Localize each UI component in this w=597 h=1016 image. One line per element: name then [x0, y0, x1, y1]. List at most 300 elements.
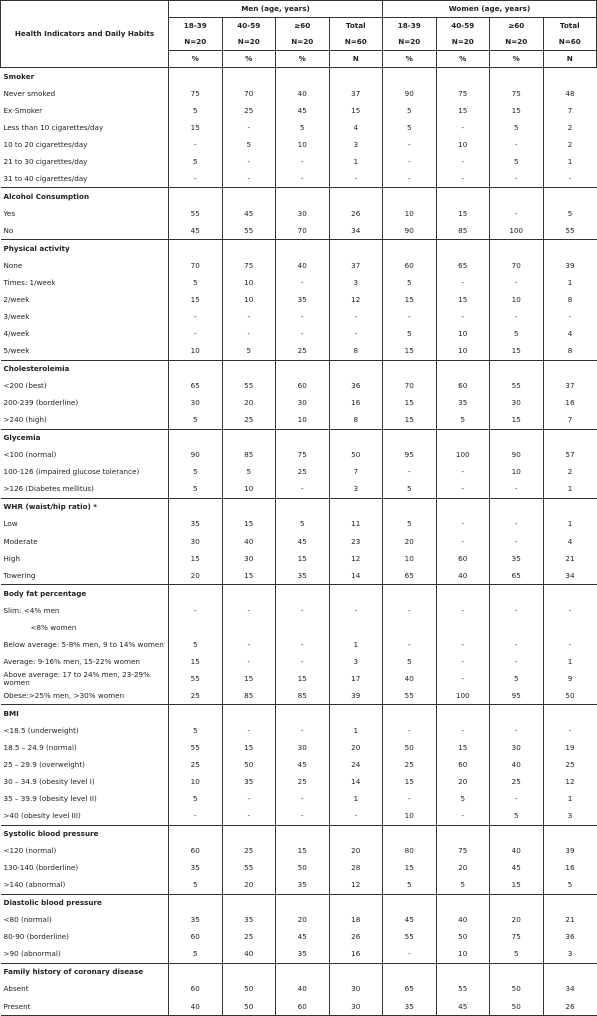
n-label: N=20 [237, 37, 260, 46]
table-row [1, 464, 597, 481]
group-title: Diastolic blood pressure [1, 894, 169, 912]
men-value-cell: 14 [329, 774, 383, 791]
row-label: 35 – 39.9 (obesity level II) [3, 794, 97, 804]
women-value-cell: 20 [436, 774, 490, 791]
group-empty-cell [490, 894, 544, 912]
table-row [1, 808, 597, 826]
women-value-cell: - [490, 722, 544, 739]
row-label: Above average: 17 to 24% men, 23-29% women [3, 669, 150, 687]
group-empty-cell [222, 188, 276, 206]
group-empty-cell [490, 705, 544, 723]
table-row [1, 257, 597, 274]
women-value-cell: - [436, 722, 490, 739]
table-row [1, 687, 597, 705]
women-value-cell: - [383, 464, 437, 481]
women-value-cell: 55 [383, 929, 437, 946]
table-row [1, 567, 597, 585]
men-value-cell: 15 [276, 670, 330, 687]
women-value-cell: - [490, 791, 544, 808]
group-empty-cell [329, 498, 383, 516]
men-value-cell: 8 [329, 412, 383, 430]
women-value-cell: 7 [543, 102, 597, 119]
n-label: N=20 [505, 37, 528, 46]
women-value-cell: 5 [490, 119, 544, 136]
women-value-cell: 65 [383, 981, 437, 998]
group-empty-cell [329, 68, 383, 86]
men-value-cell [222, 619, 276, 636]
table-row [1, 602, 597, 619]
group-empty-cell [490, 498, 544, 516]
group-empty-cell [543, 705, 597, 723]
group-empty-cell [276, 498, 330, 516]
women-value-cell: 3 [543, 808, 597, 826]
men-value-cell: 25 [169, 757, 223, 774]
group-empty-cell [329, 705, 383, 723]
group-empty-cell [222, 585, 276, 603]
group-header-row [1, 240, 597, 258]
row-label: Moderate [3, 536, 38, 546]
table-row [1, 791, 597, 808]
women-value-cell: 15 [436, 739, 490, 756]
row-label: 200-239 (borderline) [3, 398, 79, 408]
women-value-cell: 40 [436, 567, 490, 585]
women-value-cell: 8 [543, 291, 597, 308]
table-row [1, 343, 597, 361]
group-empty-cell [543, 68, 597, 86]
women-value-cell: - [383, 309, 437, 326]
women-value-cell: - [490, 481, 544, 499]
table-row [1, 998, 597, 1016]
men-value-cell: 40 [222, 946, 276, 964]
women-value-cell: 5 [436, 791, 490, 808]
men-value-cell: 70 [276, 222, 330, 240]
row-label: Low [3, 519, 18, 529]
row-label: 31 to 40 cigarettes/day [1, 170, 169, 188]
women-value-cell: 5 [383, 102, 437, 119]
women-value-cell: 95 [383, 447, 437, 464]
women-value-cell: 75 [490, 85, 544, 102]
men-age-header [222, 18, 276, 51]
men-value-cell: 40 [276, 257, 330, 274]
men-value-cell: 17 [329, 670, 383, 687]
women-value-cell: 45 [490, 860, 544, 877]
women-value-cell: 20 [490, 912, 544, 929]
men-value-cell: 60 [169, 929, 223, 946]
group-empty-cell [543, 498, 597, 516]
age-label: Total [559, 21, 580, 30]
women-value-cell: 20 [436, 860, 490, 877]
men-value-cell: 10 [169, 343, 223, 361]
women-value-cell: - [383, 153, 437, 170]
row-label: <8% women [30, 622, 77, 632]
women-value-cell: - [383, 791, 437, 808]
women-value-cell: - [436, 533, 490, 550]
men-value-cell: 25 [222, 102, 276, 119]
group-empty-cell [490, 68, 544, 86]
women-value-cell: - [436, 274, 490, 291]
group-empty-cell [383, 894, 437, 912]
women-value-cell: 90 [490, 447, 544, 464]
table-row [1, 929, 597, 946]
women-value-cell: 15 [383, 395, 437, 412]
row-label: >90 (abnormal) [1, 946, 169, 964]
row-label: <200 (best) [3, 381, 47, 391]
men-value-cell: 55 [222, 222, 276, 240]
men-value-cell: - [276, 153, 330, 170]
men-value-cell: 3 [329, 481, 383, 499]
men-value-cell: 45 [276, 757, 330, 774]
group-empty-cell [222, 240, 276, 258]
women-value-cell: 7 [543, 412, 597, 430]
row-label: Slim: <4% men [3, 605, 60, 615]
women-value-cell [543, 619, 597, 636]
women-value-cell: 10 [490, 291, 544, 308]
men-value-cell: 25 [276, 464, 330, 481]
row-label: Times: 1/week [3, 277, 56, 287]
women-value-cell: 35 [490, 550, 544, 567]
group-empty-cell [490, 585, 544, 603]
group-empty-cell [329, 240, 383, 258]
row-label: Absent [3, 984, 29, 994]
group-empty-cell [436, 825, 490, 843]
row-label: Towering [1, 567, 169, 585]
n-label: N=20 [451, 37, 474, 46]
men-value-cell: 70 [169, 257, 223, 274]
group-empty-cell [169, 963, 223, 981]
table-row [1, 722, 597, 739]
men-value-cell: - [329, 602, 383, 619]
women-value-cell: 25 [490, 774, 544, 791]
men-value-cell: - [276, 808, 330, 826]
men-value-cell: 5 [169, 464, 223, 481]
table-body [1, 68, 597, 1016]
women-value-cell: - [383, 722, 437, 739]
women-age-header [490, 18, 544, 51]
table-header [1, 1, 597, 68]
women-value-cell: - [436, 119, 490, 136]
women-value-cell: 5 [383, 481, 437, 499]
table-row [1, 533, 597, 550]
group-empty-cell [276, 188, 330, 206]
women-value-cell: - [383, 136, 437, 153]
men-value-cell: 37 [329, 257, 383, 274]
men-value-cell: 60 [276, 378, 330, 395]
women-value-cell: 40 [383, 670, 437, 687]
women-value-cell: 40 [490, 843, 544, 860]
women-value-cell: - [383, 636, 437, 653]
men-value-cell: - [222, 153, 276, 170]
men-value-cell: 35 [222, 912, 276, 929]
table-row [1, 757, 597, 774]
men-value-cell: - [329, 170, 383, 188]
group-header-row [1, 188, 597, 206]
row-label: Average: 9-16% men, 15-22% women [3, 656, 140, 666]
table-row [1, 843, 597, 860]
men-value-cell: 5 [169, 877, 223, 895]
men-value-cell: 60 [169, 843, 223, 860]
group-empty-cell [276, 240, 330, 258]
group-empty-cell [169, 240, 223, 258]
women-value-cell: 5 [543, 877, 597, 895]
women-value-cell: - [383, 602, 437, 619]
group-empty-cell [222, 705, 276, 723]
group-empty-cell [383, 963, 437, 981]
women-value-cell: 80 [383, 843, 437, 860]
group-title: Family history of coronary disease [1, 963, 169, 981]
men-total-header [329, 18, 383, 51]
men-value-cell: - [222, 636, 276, 653]
group-empty-cell [329, 894, 383, 912]
unit-header: % [490, 51, 544, 68]
table-row [1, 516, 597, 533]
row-label: <18.5 (underweight) [3, 725, 79, 735]
group-empty-cell [169, 894, 223, 912]
age-label: Total [345, 21, 366, 30]
women-value-cell: 75 [436, 85, 490, 102]
women-value-cell: 10 [436, 136, 490, 153]
women-value-cell: - [490, 136, 544, 153]
men-value-cell: 15 [222, 670, 276, 687]
unit-header: % [383, 51, 437, 68]
women-value-cell: 26 [543, 998, 597, 1016]
table-row [1, 170, 597, 188]
group-empty-cell [222, 360, 276, 378]
men-value-cell: - [276, 309, 330, 326]
men-value-cell: 35 [169, 860, 223, 877]
men-value-cell: 8 [329, 343, 383, 361]
men-value-cell: 28 [329, 860, 383, 877]
table-row [1, 877, 597, 895]
men-value-cell: 15 [276, 843, 330, 860]
men-value-cell: 20 [222, 877, 276, 895]
table-row [1, 119, 597, 136]
row-label: 25 – 29.9 (overweight) [3, 760, 85, 770]
group-empty-cell [383, 498, 437, 516]
men-value-cell: 5 [169, 722, 223, 739]
n-label: N=20 [184, 37, 207, 46]
men-value-cell: 39 [329, 687, 383, 705]
women-value-cell: 85 [436, 222, 490, 240]
women-value-cell: 65 [490, 567, 544, 585]
table-row [1, 153, 597, 170]
group-header-row [1, 585, 597, 603]
row-label: 80-90 (borderline) [3, 932, 69, 942]
men-value-cell: 20 [222, 395, 276, 412]
men-value-cell: 90 [169, 447, 223, 464]
men-value-cell: 30 [222, 550, 276, 567]
men-value-cell: 4 [329, 119, 383, 136]
women-value-cell: 8 [543, 343, 597, 361]
group-empty-cell [436, 68, 490, 86]
group-empty-cell [490, 963, 544, 981]
table-row [1, 447, 597, 464]
women-value-cell: 5 [383, 653, 437, 670]
women-value-cell [490, 619, 544, 636]
men-value-cell: 15 [222, 516, 276, 533]
men-value-cell: 20 [276, 912, 330, 929]
row-label: 4/week [3, 329, 30, 339]
group-empty-cell [490, 240, 544, 258]
women-value-cell: 100 [436, 687, 490, 705]
women-value-cell: - [543, 602, 597, 619]
men-value-cell: - [169, 170, 223, 188]
women-value-cell: 34 [543, 981, 597, 998]
women-value-cell: - [490, 636, 544, 653]
men-value-cell: 12 [329, 550, 383, 567]
men-value-cell: 5 [222, 464, 276, 481]
women-value-cell: 50 [436, 929, 490, 946]
men-value-cell: 1 [329, 791, 383, 808]
women-value-cell: 45 [383, 912, 437, 929]
women-value-cell: 15 [383, 343, 437, 361]
men-value-cell: 40 [169, 998, 223, 1016]
men-value-cell: 45 [276, 533, 330, 550]
group-empty-cell [490, 825, 544, 843]
women-value-cell: - [383, 170, 437, 188]
men-age-header [169, 18, 223, 51]
group-empty-cell [169, 360, 223, 378]
men-value-cell: 55 [169, 739, 223, 756]
women-age-header [436, 18, 490, 51]
table-row [1, 309, 597, 326]
men-value-cell: 85 [222, 687, 276, 705]
men-value-cell: 1 [329, 722, 383, 739]
men-value-cell: - [169, 808, 223, 826]
women-value-cell: 15 [490, 102, 544, 119]
women-value-cell: 55 [383, 687, 437, 705]
women-value-cell: 15 [383, 291, 437, 308]
women-value-cell: 30 [490, 395, 544, 412]
women-value-cell: 15 [383, 774, 437, 791]
men-value-cell: 35 [276, 567, 330, 585]
group-empty-cell [276, 429, 330, 447]
age-label: 18-39 [397, 21, 421, 30]
men-value-cell: - [329, 808, 383, 826]
men-value-cell: 50 [276, 860, 330, 877]
group-empty-cell [169, 429, 223, 447]
row-label: 2/week [3, 294, 30, 304]
women-value-cell: - [436, 602, 490, 619]
group-empty-cell [329, 188, 383, 206]
women-value-cell: 5 [490, 326, 544, 343]
group-empty-cell [436, 894, 490, 912]
women-value-cell: 5 [383, 326, 437, 343]
women-value-cell: 5 [383, 274, 437, 291]
women-value-cell: 25 [543, 757, 597, 774]
men-value-cell: 55 [222, 378, 276, 395]
row-label: 30 – 34.9 (obesity level I) [3, 777, 95, 787]
men-value-cell: 12 [329, 877, 383, 895]
men-value-cell: 3 [329, 653, 383, 670]
men-value-cell: 45 [276, 102, 330, 119]
men-value-cell: 34 [329, 222, 383, 240]
group-title: Systolic blood pressure [1, 825, 169, 843]
women-value-cell: 90 [383, 85, 437, 102]
men-value-cell: - [222, 326, 276, 343]
men-value-cell: 25 [276, 343, 330, 361]
men-value-cell: 5 [169, 274, 223, 291]
group-empty-cell [222, 894, 276, 912]
row-label: 100-126 (impaired glucose tolerance) [3, 467, 140, 477]
women-value-cell: 2 [543, 464, 597, 481]
group-empty-cell [543, 585, 597, 603]
women-value-cell: 15 [383, 860, 437, 877]
row-label: Never smoked [3, 88, 56, 98]
men-value-cell: 3 [329, 274, 383, 291]
men-value-cell: 20 [169, 567, 223, 585]
women-value-cell: 30 [490, 739, 544, 756]
women-value-cell: 55 [490, 378, 544, 395]
men-value-cell: 15 [222, 739, 276, 756]
row-label: >140 (abnormal) [1, 877, 169, 895]
men-value-cell: 25 [169, 687, 223, 705]
row-label: Ex-Smoker [3, 105, 43, 115]
men-value-cell: 50 [222, 757, 276, 774]
women-value-cell: 21 [543, 912, 597, 929]
women-value-cell: 70 [383, 378, 437, 395]
women-value-cell: 50 [543, 687, 597, 705]
men-value-cell: 75 [276, 447, 330, 464]
men-value-cell: 40 [276, 85, 330, 102]
row-label: >240 (high) [1, 412, 169, 430]
men-value-cell: 35 [169, 516, 223, 533]
women-value-cell: 5 [436, 877, 490, 895]
group-empty-cell [543, 894, 597, 912]
group-header-row [1, 705, 597, 723]
men-group-header: Men (age, years) [169, 1, 383, 18]
women-value-cell: 10 [383, 205, 437, 222]
age-label: ≥60 [508, 21, 525, 30]
age-label: 18-39 [183, 21, 207, 30]
women-value-cell: 70 [490, 257, 544, 274]
women-value-cell: 40 [436, 912, 490, 929]
men-value-cell: 10 [222, 291, 276, 308]
women-value-cell: 12 [543, 774, 597, 791]
men-value-cell: - [329, 326, 383, 343]
table-row [1, 412, 597, 430]
group-empty-cell [169, 825, 223, 843]
women-value-cell: 10 [383, 550, 437, 567]
men-value-cell: 45 [222, 205, 276, 222]
men-value-cell: 15 [276, 550, 330, 567]
women-value-cell: 60 [436, 550, 490, 567]
group-empty-cell [436, 188, 490, 206]
men-value-cell: 15 [169, 119, 223, 136]
n-label: N=20 [291, 37, 314, 46]
table-row [1, 102, 597, 119]
women-value-cell: 10 [436, 326, 490, 343]
group-empty-cell [383, 705, 437, 723]
women-value-cell: - [490, 533, 544, 550]
men-value-cell: 10 [222, 481, 276, 499]
men-value-cell: 45 [169, 222, 223, 240]
table-row [1, 481, 597, 499]
women-value-cell: 35 [436, 395, 490, 412]
group-empty-cell [276, 894, 330, 912]
men-value-cell [329, 619, 383, 636]
row-label: Below average: 5-8% men, 9 to 14% women [3, 639, 164, 649]
women-value-cell: - [490, 309, 544, 326]
women-value-cell: 1 [543, 791, 597, 808]
group-title: Smoker [1, 68, 169, 86]
men-value-cell: 85 [222, 447, 276, 464]
women-value-cell: - [436, 464, 490, 481]
men-value-cell: 23 [329, 533, 383, 550]
group-header-row [1, 429, 597, 447]
men-value-cell: - [169, 136, 223, 153]
women-value-cell: 15 [436, 102, 490, 119]
group-empty-cell [436, 705, 490, 723]
